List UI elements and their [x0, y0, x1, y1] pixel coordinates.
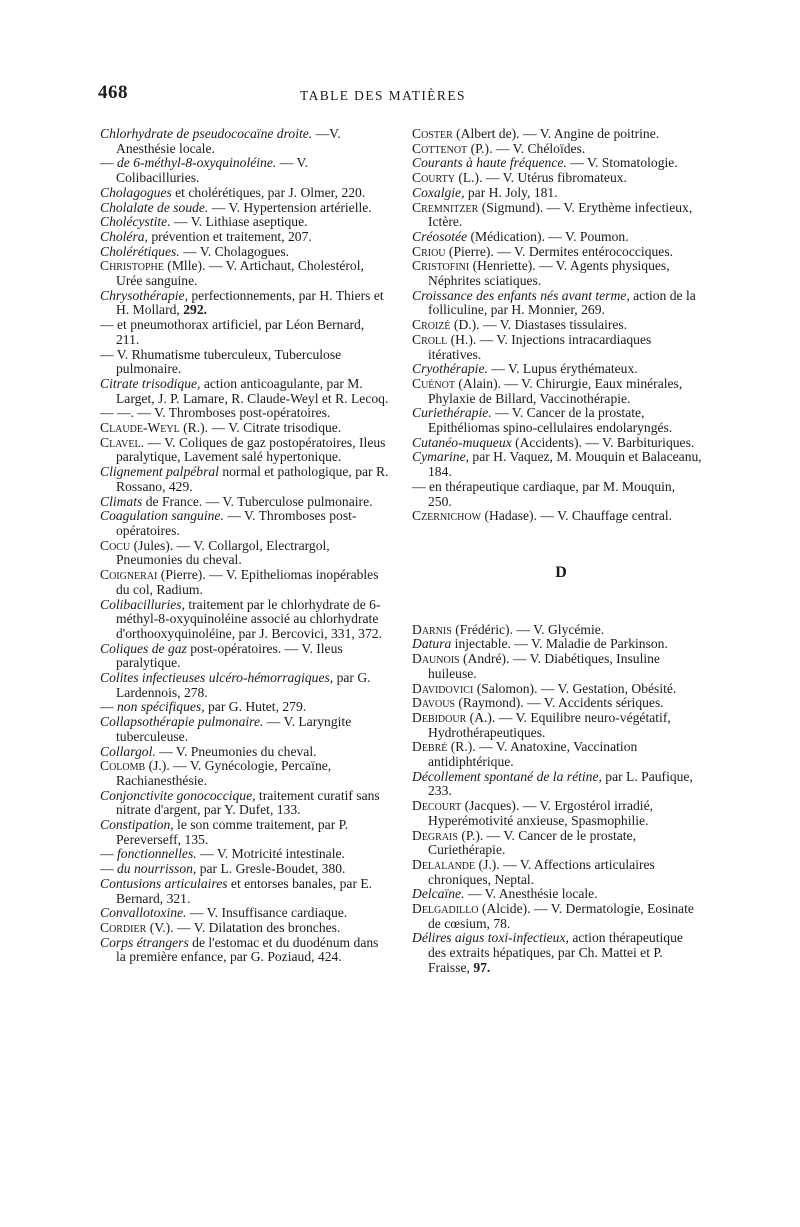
index-entry-text: Delalande: [412, 856, 476, 872]
index-entry-text: — —. — V. Thromboses post-opératoires.: [100, 405, 331, 421]
index-entry-text: (P.). — V. Chéloïdes.: [467, 140, 586, 156]
index-entry: [412, 711, 702, 740]
index-entry-text: Colibacilluries,: [100, 596, 185, 612]
index-entry-text: Cholécystite.: [100, 214, 171, 230]
index-entry-text: (Accidents). — V. Barbituriques.: [511, 434, 695, 450]
index-entry: [100, 348, 390, 377]
index-entry-text: Cocu: [100, 537, 131, 553]
index-entry-text: par G. Lardennois, 278.: [116, 670, 371, 700]
index-entry-text: Daunois: [412, 651, 460, 667]
index-entry-text: par L. Paufique, 233.: [428, 768, 693, 799]
index-entry: [412, 289, 702, 318]
index-entry-text: Coliques de gaz: [100, 640, 187, 656]
index-entry-text: (Raymond). — V. Accidents sériques.: [454, 695, 664, 711]
index-entry: [412, 799, 702, 828]
index-entry-text: — V. Anesthésie locale.: [464, 886, 598, 902]
index-entries-d: [412, 623, 702, 976]
index-entry-text: Clignement palpébral: [100, 464, 219, 480]
index-entry-text: par G. Hutet, 279.: [204, 699, 307, 715]
index-entry: [100, 289, 390, 318]
index-entry-text: Croissance des enfants nés avant terme,: [412, 287, 630, 303]
index-entry-text: Cordier: [100, 919, 147, 935]
index-entry-text: de France. — V. Tuberculose pulmonaire.: [142, 493, 373, 509]
index-entry-text: Davidovici: [412, 680, 474, 696]
index-entry-text: (Sigmund). — V. Erythème infectieux, Ictère.: [428, 199, 693, 230]
index-entry-text: Coxalgie,: [412, 184, 465, 200]
index-entry: [100, 156, 390, 185]
section-letter: D: [555, 563, 567, 581]
index-entry-text: Cremnitzer: [412, 199, 479, 215]
index-entry: [412, 377, 702, 406]
index-entry-text: — V. Cancer de la prostate, Epithéliomas spino-cellulaires endolaryngés.: [428, 405, 673, 436]
running-title: TABLE DES MATIÈRES: [300, 88, 466, 103]
index-entry-text: (L.). — V. Utérus fibromateux.: [454, 170, 627, 186]
index-entry-text: . — V. Coliques de gaz postopératoires, Ileus paralytique, Lavement salé hypertonique.: [116, 434, 386, 465]
index-entry: [412, 740, 702, 769]
index-entry-text: Delgadillo: [412, 901, 479, 917]
index-entry: [412, 333, 702, 362]
index-entry: [100, 539, 390, 568]
index-entry-text: Convallotoxine.: [100, 905, 187, 921]
index-entry-text: Cuénot: [412, 375, 455, 391]
index-entry-text: (Jacques). — V. Ergostérol irradié, Hyperémotivité anxieuse, Spasmophilie.: [428, 798, 653, 828]
index-entry-text: Collargol.: [100, 743, 156, 759]
index-entry-text: Christophe: [100, 258, 164, 274]
index-entry-text: (Hadase). — V. Chauffage central.: [481, 508, 673, 524]
index-entry: [100, 421, 390, 436]
index-entries-c: [412, 127, 702, 524]
index-entry-text: Datura: [412, 636, 452, 652]
index-entry-text: traitement curatif sans nitrate d'argent, par Y. Dufet, 133.: [116, 787, 380, 818]
index-entry: [412, 259, 702, 288]
index-entry-text: Cottenot: [412, 140, 468, 156]
index-entry-text: Cholalate de soude.: [100, 199, 209, 215]
index-entry-text: action thérapeutique des extraits hépatiques, par Ch. Mattei et P. Fraisse,: [428, 930, 683, 975]
index-entry-text: Claude-Weyl: [100, 420, 180, 436]
index-entry-text: et cholérétiques, par J. Olmer, 220.: [171, 184, 366, 200]
index-entry-text: Délires aigus toxi-infectieux,: [412, 930, 569, 946]
index-column-right: [412, 127, 702, 976]
index-column-left: [100, 127, 390, 965]
index-entry: [100, 906, 390, 921]
index-entry: [412, 406, 702, 435]
index-entry-text: fonctionnelles.: [117, 846, 197, 862]
index-entry-text: Curiethérapie.: [412, 405, 492, 421]
index-entry-text: 97.: [473, 959, 491, 975]
index-entry-text: (R.). — V. Citrate trisodique.: [179, 420, 342, 436]
index-entry: [412, 142, 702, 157]
index-entry-text: action anticoagulante, par M. Larget, J. P. Lamare, R. Claude-Weyl et R. Lecoq.: [116, 375, 389, 406]
index-entry-text: (A.). — V. Equilibre neuro-végétatif, Hydrothérapeutiques.: [428, 709, 671, 740]
index-entry-text: prévention et traitement, 207.: [147, 228, 312, 244]
index-entry-text: Citrate trisodique,: [100, 375, 201, 391]
index-entry: [412, 682, 702, 697]
index-entry-text: (Pierre). — V. Epitheliomas inopérables du col, Radium.: [116, 567, 379, 597]
index-entry-text: Coagulation sanguine.: [100, 508, 224, 524]
index-entry-text: — V. Lithiase aseptique.: [170, 214, 308, 230]
index-entry-text: Cholérétiques.: [100, 243, 180, 259]
index-entry-text: Davous: [412, 695, 455, 711]
index-entry: [100, 259, 390, 288]
index-entry-text: par L. Gresle-Boudet, 380.: [196, 861, 346, 877]
index-entry-text: par H. Vaquez, M. Mouquin et Balaceanu, 184.: [428, 449, 702, 480]
index-entry-text: Climats: [100, 493, 143, 509]
index-entry-text: Cristofini: [412, 258, 470, 274]
index-entry-text: de l'estomac et du duodénum dans la première enfance, par G. Poziaud, 424.: [116, 934, 379, 965]
index-entry-text: Debidour: [412, 709, 467, 725]
index-entry: [100, 936, 390, 965]
index-entry-text: (J.). — V. Gynécologie, Percaïne, Rachianesthésie.: [116, 758, 332, 788]
index-entry-text: — V. Thromboses post-opératoires.: [116, 508, 357, 538]
index-entry-text: Courty: [412, 170, 455, 186]
index-entry-text: Criou: [412, 243, 446, 259]
index-entry-text: Courants à haute fréquence.: [412, 155, 567, 171]
index-entry-text: (Frédéric). — V. Glycémie.: [451, 621, 605, 637]
index-entry: [412, 887, 702, 902]
page-number: 468: [98, 82, 128, 103]
index-entry-text: (Jules). — V. Collargol, Electrargol, Pneumonies du cheval.: [116, 537, 330, 568]
index-entry-text: Cholagogues: [100, 184, 172, 200]
index-entry-text: —: [100, 155, 117, 171]
index-entry-text: Debré: [412, 739, 448, 755]
index-entry: [412, 171, 702, 186]
index-entry-text: Coignerai: [100, 567, 158, 583]
index-entry-text: action de la folliculine, par H. Monnier, 269.: [428, 287, 696, 318]
index-entry: [100, 745, 390, 760]
index-entry-text: Chlorhydrate de pseudococaïne droite.: [100, 126, 313, 141]
index-entry: [412, 623, 702, 638]
index-entry: [100, 186, 390, 201]
index-entry-text: — V. Hypertension artérielle.: [208, 199, 372, 215]
index-entry-text: (H.). — V. Injections intracardiaques itératives.: [428, 331, 652, 362]
index-entry: [100, 715, 390, 744]
index-entry: [100, 201, 390, 216]
index-entry-text: Degrais: [412, 827, 458, 843]
index-entry: [100, 759, 390, 788]
index-entry: [412, 637, 702, 652]
index-entry-text: Constipation,: [100, 817, 174, 833]
index-entry-text: injectable. — V. Maladie de Parkinson.: [451, 636, 668, 652]
index-entry: [100, 847, 390, 862]
index-entry-text: Colomb: [100, 758, 146, 774]
index-entry: [100, 818, 390, 847]
index-entry-text: —: [100, 699, 117, 715]
index-entry-text: Delcaïne.: [412, 886, 465, 902]
index-entry-text: Colites infectieuses ulcéro-hémorragiques,: [100, 670, 334, 686]
index-entry: [412, 931, 702, 975]
index-entry: [100, 862, 390, 877]
index-entry-text: — V. Laryngite tuberculeuse.: [116, 714, 352, 744]
index-entry: [100, 598, 390, 642]
index-entry: [100, 700, 390, 715]
index-entry-text: Corps étrangers: [100, 934, 189, 950]
index-entry-text: Decourt: [412, 798, 462, 814]
index-entry: [100, 921, 390, 936]
index-entry: [100, 215, 390, 230]
index-entry-text: (Pierre). — V. Dermites entérococciques.: [445, 243, 674, 259]
index-entry: [100, 671, 390, 700]
index-entry: [100, 230, 390, 245]
index-entry-text: post-opératoires. — V. Ileus paralytique.: [116, 640, 343, 671]
index-entry-text: Croizé: [412, 317, 451, 333]
index-entry-text: (P.). — V. Cancer de le prostate, Curiethérapie.: [428, 827, 637, 858]
index-entry-text: Conjonctivite gonococcique,: [100, 787, 256, 803]
index-entry-text: — V. Stomatologie.: [566, 155, 678, 171]
index-entry-text: Contusions articulaires: [100, 875, 228, 891]
index-entry-text: Darnis: [412, 621, 452, 637]
index-entry: [412, 156, 702, 171]
index-entry-text: Clavel: [100, 434, 141, 450]
index-entry: [412, 902, 702, 931]
index-entry-text: Czernichow: [412, 508, 482, 524]
index-entry-text: (Alcide). — V. Dermatologie, Eosinate de cœsium, 78.: [428, 901, 694, 931]
index-entry-text: —: [100, 846, 117, 862]
index-entry-text: non spécifiques,: [117, 699, 205, 715]
index-entry-text: Croll: [412, 331, 448, 347]
index-entry: [412, 127, 702, 142]
index-entry: [412, 362, 702, 377]
index-entry: [412, 696, 702, 711]
index-entry-text: — et pneumothorax artificiel, par Léon Bernard, 211.: [100, 317, 365, 347]
index-entry: [100, 495, 390, 510]
index-entry-text: normal et pathologique, par R. Rossano, 429.: [116, 464, 389, 494]
index-entry: [412, 858, 702, 887]
index-entry: [412, 829, 702, 858]
index-entry: [412, 201, 702, 230]
index-entry: [100, 789, 390, 818]
index-entry-text: (Albert de). — V. Angine de poitrine.: [452, 126, 660, 141]
index-entry: [100, 318, 390, 347]
index-entry: [412, 436, 702, 451]
index-entry: [412, 480, 702, 509]
index-entry-text: — V. Motricité intestinale.: [196, 846, 345, 862]
index-entry-text: Chrysothérapie,: [100, 287, 188, 303]
index-entry: [412, 230, 702, 245]
index-entry-text: — V. Pneumonies du cheval.: [155, 743, 317, 759]
index-entry: [412, 509, 702, 524]
index-entry: [412, 245, 702, 260]
index-entry: [412, 318, 702, 333]
index-entry: [412, 450, 702, 479]
index-entry-text: perfectionnements, par H. Thiers et H. Mollard,: [116, 287, 384, 318]
index-entry-text: (J.). — V. Affections articulaires chroniques, Neptal.: [428, 856, 655, 887]
index-entry-text: (Salomon). — V. Gestation, Obésité.: [473, 680, 677, 696]
index-entry-text: —: [100, 861, 117, 877]
index-entry: [412, 186, 702, 201]
index-entry-text: — V. Rhumatisme tuberculeux, Tuberculose pulmonaire.: [100, 346, 342, 377]
index-entry: [100, 465, 390, 494]
index-entry-text: (André). — V. Diabétiques, Insuline huileuse.: [428, 651, 660, 681]
index-entry-text: — V. Cholagogues.: [179, 243, 290, 259]
index-entry: [100, 568, 390, 597]
index-entry-text: et entorses banales, par E. Bernard, 321.: [116, 875, 373, 906]
index-entry-text: (Médication). — V. Poumon.: [467, 228, 629, 244]
index-entry-text: de 6-méthyl-8-oxyquinoléine.: [117, 155, 277, 171]
index-entry: [412, 652, 702, 681]
index-entry-text: Cryothérapie.: [412, 361, 488, 377]
index-entry-text: — en thérapeutique cardiaque, par M. Mouquin, 250.: [412, 478, 676, 509]
index-entry-text: 292.: [183, 302, 208, 318]
index-entry: [100, 436, 390, 465]
index-entry: [412, 770, 702, 799]
index-entry-text: Décollement spontané de la rétine,: [412, 768, 602, 784]
index-entry-text: Choléra,: [100, 228, 148, 244]
index-entry: [100, 377, 390, 406]
index-entry-text: Cymarine,: [412, 449, 470, 465]
index-entry-text: (Mlle). — V. Artichaut, Cholestérol, Urée sanguine.: [116, 258, 364, 289]
index-entry: [100, 642, 390, 671]
index-entry: [100, 877, 390, 906]
index-entry-text: — V. Lupus érythémateux.: [487, 361, 638, 377]
index-entry-text: Collapsothérapie pulmonaire.: [100, 714, 264, 730]
index-entry-text: du nourrisson,: [117, 861, 197, 877]
index-entry: [100, 127, 390, 156]
index-entry-text: (Alain). — V. Chirurgie, Eaux minérales, Phylaxie de Billard, Vaccinothérapie.: [428, 375, 683, 406]
index-entry-text: Cutanéo-muqueux: [412, 434, 512, 450]
index-entry-text: (R.). — V. Anatoxine, Vaccination antidiphtérique.: [428, 739, 638, 770]
index-entry-text: traitement par le chlorhydrate de 6-méthyl-8-oxyquinoléine associé au chlorhydrate d'orthooxyquinoléine, par J. Bercovici, 331, 372.: [116, 596, 382, 641]
index-entry-text: —V. Anesthésie locale.: [116, 126, 341, 156]
index-entry-text: — V. Colibacilluries.: [116, 155, 308, 186]
index-entry-text: Créosotée: [412, 228, 468, 244]
index-entry-text: — V. Insuffisance cardiaque.: [186, 905, 348, 921]
index-entry-text: (D.). — V. Diastases tissulaires.: [450, 317, 628, 333]
index-entry: [100, 406, 390, 421]
index-entry-text: par H. Joly, 181.: [464, 184, 558, 200]
index-entry: [100, 245, 390, 260]
index-entry-text: Coster: [412, 126, 453, 141]
index-entry-text: le son comme traitement, par P. Pereverseff, 135.: [116, 817, 349, 847]
index-entry-text: (V.). — V. Dilatation des bronches.: [146, 919, 341, 935]
index-entry-text: (Henriette). — V. Agents physiques, Néphrites sciatiques.: [428, 258, 670, 289]
index-entry: [100, 509, 390, 538]
